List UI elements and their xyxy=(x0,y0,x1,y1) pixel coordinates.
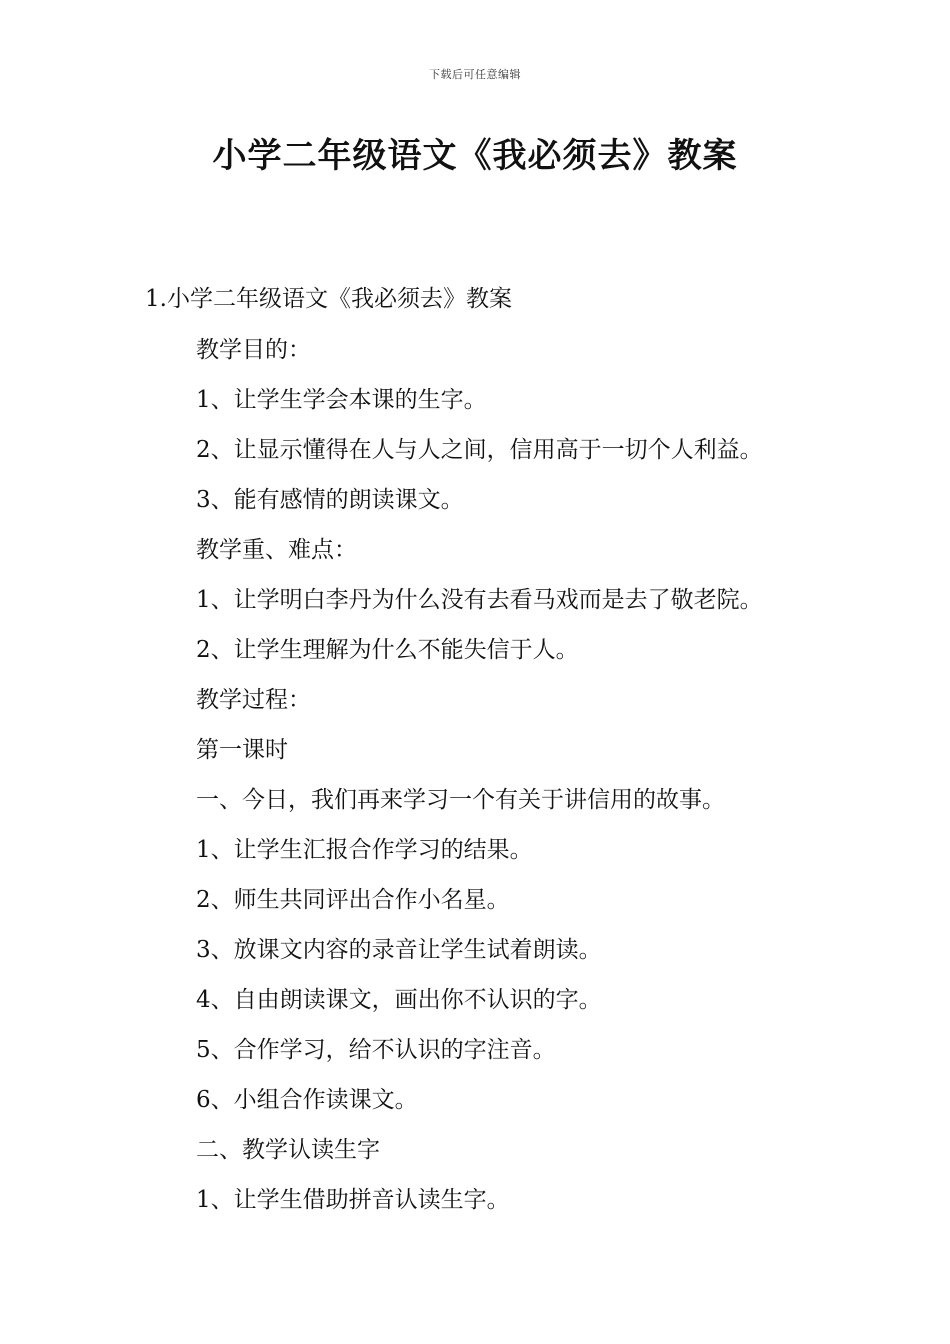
line-part-one: 一、今日，我们再来学习一个有关于讲信用的故事。 xyxy=(196,787,725,813)
line-step-1: 1、让学生汇报合作学习的结果。 xyxy=(196,837,533,863)
line-key-point-1: 1、让学明白李丹为什么没有去看马戏而是去了敬老院。 xyxy=(196,587,763,613)
line-step-3: 3、放课文内容的录音让学生试着朗读。 xyxy=(196,937,602,963)
line-first-lesson: 第一课时 xyxy=(196,737,288,763)
line-step-2: 2、师生共同评出合作小名星。 xyxy=(196,887,510,913)
line-process-heading: 教学过程： xyxy=(196,687,311,713)
document-title: 小学二年级语文《我必须去》教案 xyxy=(212,136,738,176)
section-heading: 1.小学二年级语文《我必须去》教案 xyxy=(145,286,512,312)
line-objective-1: 1、让学生学会本课的生字。 xyxy=(196,387,487,413)
line-part-two: 二、教学认读生字 xyxy=(196,1137,380,1163)
line-step-5: 5、合作学习，给不认识的字注音。 xyxy=(196,1037,556,1063)
line-step-6: 6、小组合作读课文。 xyxy=(196,1087,418,1113)
line-part-two-step-1: 1、让学生借助拼音认读生字。 xyxy=(196,1187,510,1213)
line-key-point-2: 2、让学生理解为什么不能失信于人。 xyxy=(196,637,579,663)
line-step-4: 4、自由朗读课文，画出你不认识的字。 xyxy=(196,987,602,1013)
line-objective-2: 2、让显示懂得在人与人之间，信用高于一切个人利益。 xyxy=(196,437,763,463)
line-key-points-heading: 教学重、难点： xyxy=(196,537,357,563)
header-note: 下载后可任意编辑 xyxy=(429,68,521,81)
line-objective-3: 3、能有感情的朗读课文。 xyxy=(196,487,464,513)
line-teaching-objectives-heading: 教学目的： xyxy=(196,337,311,363)
lesson-plan-body xyxy=(196,335,936,1235)
